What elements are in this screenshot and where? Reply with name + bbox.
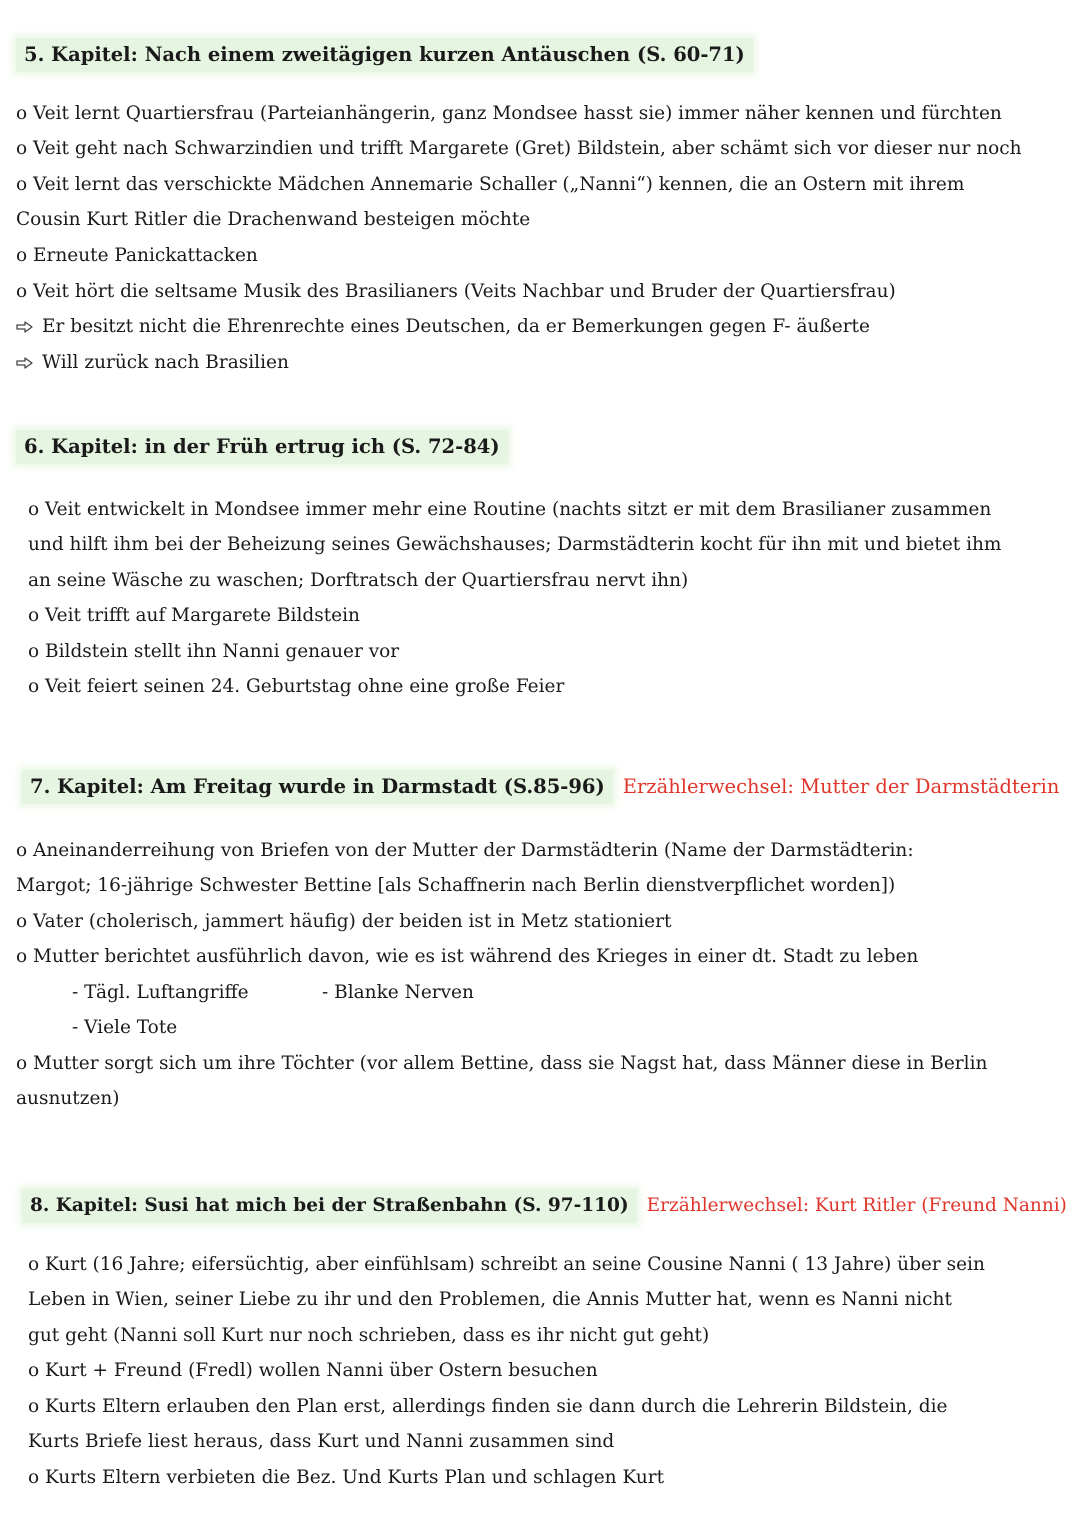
chapter-8-line: Kurts Briefe liest heraus, dass Kurt und Nanni zusammen sind xyxy=(28,1431,615,1452)
chapter-6-line: o Veit trifft auf Margarete Bildstein xyxy=(28,605,360,626)
chapter-7-dash-item: - Tägl. Luftangriffe xyxy=(72,982,249,1003)
chapter-6-heading xyxy=(16,430,508,464)
chapter-7-dash-item: - Blanke Nerven xyxy=(322,982,474,1003)
chapter-7-line: o Aneinanderreihung von Briefen von der Mutter der Darmstädterin (Name der Darmstädterin: xyxy=(16,840,914,861)
chapter-6-line: und hilft ihm bei der Beheizung seines Gewächshauses; Darmstädterin kocht für ihn mit und bietet ihm xyxy=(28,534,1002,555)
chapter-8-heading xyxy=(22,1189,1067,1223)
chapter-5-heading xyxy=(16,38,753,72)
chapter-5-title: 5. Kapitel: Nach einem zweitägigen kurzen Antäuschen (S. 60-71) xyxy=(16,38,753,72)
chapter-5-line: o Veit hört die seltsame Musik des Brasilianers (Veits Nachbar und Bruder der Quartiersfrau) xyxy=(16,281,896,302)
chapter-5-line: Cousin Kurt Ritler die Drachenwand besteigen möchte xyxy=(16,209,531,230)
arrow-right-outline-icon xyxy=(16,321,34,333)
chapter-8-line: o Kurts Eltern erlauben den Plan erst, allerdings finden sie dann durch die Lehrerin Bildstein, die xyxy=(28,1396,948,1417)
chapter-8-narrator: Erzählerwechsel: Kurt Ritler (Freund Nanni) xyxy=(646,1195,1067,1216)
chapter-5-line: o Erneute Panickattacken xyxy=(16,245,258,266)
chapter-8-line: o Kurt + Freund (Fredl) wollen Nanni über Ostern besuchen xyxy=(28,1360,598,1381)
chapter-5-arrow-text: Er besitzt nicht die Ehrenrechte eines Deutschen, da er Bemerkungen gegen F- äußerte xyxy=(42,316,870,337)
chapter-7-line: o Mutter sorgt sich um ihre Töchter (vor allem Bettine, dass sie Nagst hat, dass Männer diese in Berlin xyxy=(16,1053,988,1074)
chapter-7-title: 7. Kapitel: Am Freitag wurde in Darmstadt (S.85-96) xyxy=(22,770,613,804)
chapter-6-title: 6. Kapitel: in der Früh ertrug ich (S. 72-84) xyxy=(16,430,508,464)
chapter-5-arrow-text: Will zurück nach Brasilien xyxy=(42,352,289,373)
chapter-5-line: o Veit lernt das verschickte Mädchen Annemarie Schaller („Nanni“) kennen, die an Ostern mit ihrem xyxy=(16,174,965,195)
chapter-7-heading xyxy=(22,770,1059,804)
chapter-7-line: Margot; 16-jährige Schwester Bettine [als Schaffnerin nach Berlin dienstverpflichet worden]) xyxy=(16,875,896,896)
chapter-8-title: 8. Kapitel: Susi hat mich bei der Straßenbahn (S. 97-110) xyxy=(22,1189,637,1223)
chapter-7-narrator: Erzählerwechsel: Mutter der Darmstädterin xyxy=(622,775,1060,798)
chapter-7-line: o Vater (cholerisch, jammert häufig) der beiden ist in Metz stationiert xyxy=(16,911,672,932)
chapter-8-line: o Kurt (16 Jahre; eifersüchtig, aber einfühlsam) schreibt an seine Cousine Nanni ( 13 Jahre) über sein xyxy=(28,1254,985,1275)
chapter-6-line: an seine Wäsche zu waschen; Dorftratsch der Quartiersfrau nervt ihn) xyxy=(28,570,689,591)
chapter-7-line: ausnutzen) xyxy=(16,1088,120,1109)
chapter-5-line: o Veit geht nach Schwarzindien und trifft Margarete (Gret) Bildstein, aber schämt sich vor dieser nur noch xyxy=(16,138,1022,159)
chapter-5-line: o Veit lernt Quartiersfrau (Parteianhängerin, ganz Mondsee hasst sie) immer näher kennen und fürchten xyxy=(16,103,1002,124)
chapter-8-line: o Kurts Eltern verbieten die Bez. Und Kurts Plan und schlagen Kurt xyxy=(28,1467,665,1488)
chapter-7-dash-item: - Viele Tote xyxy=(72,1017,178,1038)
chapter-6-line: o Veit entwickelt in Mondsee immer mehr eine Routine (nachts sitzt er mit dem Brasilianer zusammen xyxy=(28,499,992,520)
chapter-6-line: o Bildstein stellt ihn Nanni genauer vor xyxy=(28,641,400,662)
chapter-5-arrow-item xyxy=(16,345,289,381)
chapter-5-arrow-item xyxy=(16,309,870,345)
chapter-7-line: o Mutter berichtet ausführlich davon, wie es ist während des Krieges in einer dt. Stadt zu leben xyxy=(16,946,919,967)
chapter-8-line: Leben in Wien, seiner Liebe zu ihr und den Problemen, die Annis Mutter hat, wenn es Nanni nicht xyxy=(28,1289,952,1310)
chapter-8-line: gut geht (Nanni soll Kurt nur noch schrieben, dass es ihr nicht gut geht) xyxy=(28,1325,710,1346)
chapter-6-line: o Veit feiert seinen 24. Geburtstag ohne eine große Feier xyxy=(28,676,565,697)
arrow-right-outline-icon xyxy=(16,357,34,369)
